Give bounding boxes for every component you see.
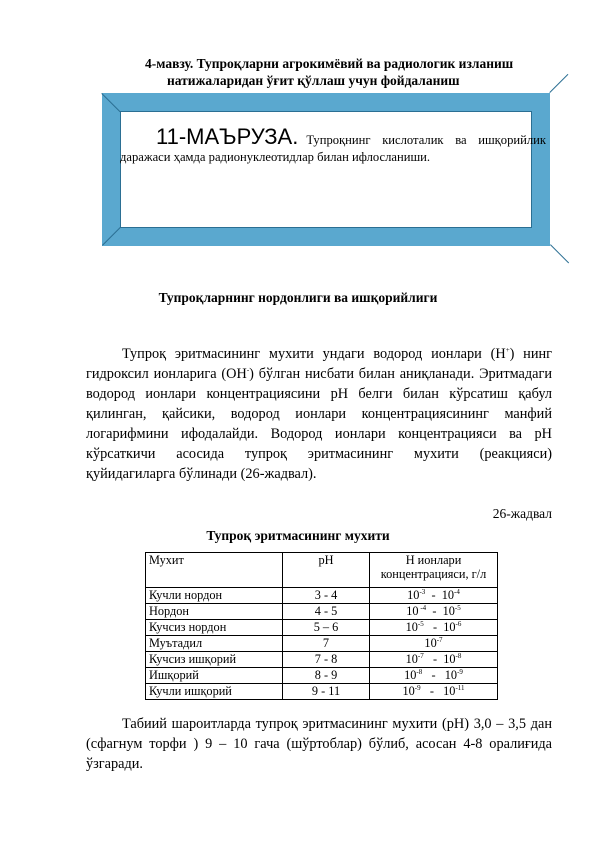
paragraph-text: ) нинг гидроксил ионларига (OH <box>86 346 553 382</box>
cell-ph: 7 <box>283 636 370 652</box>
cell-concentration <box>370 588 498 604</box>
paragraph-intro <box>86 344 552 484</box>
table-row <box>146 588 498 604</box>
table-row <box>146 604 498 620</box>
concentration-base: - 10 <box>423 620 456 634</box>
lecture-number: 11-МАЪРУЗА. <box>156 124 299 149</box>
exponent: -8 <box>416 667 423 676</box>
cell-ph: 3 - 4 <box>283 588 370 604</box>
column-header-medium: Мухит <box>146 553 283 588</box>
cell-ph: 8 - 9 <box>283 668 370 684</box>
section-title: Тупроқларнинг нордонлиги ва ишқорийлиги <box>158 290 438 305</box>
cell-medium: Ишқорий <box>146 668 283 684</box>
ph-table <box>145 552 498 700</box>
paragraph-conclusion: Табиий шароитларда тупроқ эритмасининг мухити (pH) 3,0 – 3,5 дан (сфагнум торфи ) 9 – 10 гача (шўртоблар) бўлиб, асосан 4-8 оралиғида ўзгаради. <box>86 716 552 772</box>
table-row <box>146 652 498 668</box>
concentration-base: - 10 <box>420 684 456 698</box>
frame-corner-line <box>550 244 569 263</box>
exponent: -11 <box>455 683 465 692</box>
exponent: -9 <box>414 683 421 692</box>
exponent: -4 <box>418 603 427 612</box>
lecture-title <box>120 125 546 165</box>
cell-medium: Кучсиз ишқорий <box>146 652 283 668</box>
table-row <box>146 684 498 700</box>
cell-concentration <box>370 684 498 700</box>
cell-ph: 7 - 8 <box>283 652 370 668</box>
table-header-row <box>146 553 498 588</box>
superscript: + <box>505 346 510 355</box>
topic-line-2: натижаларидан ўғит қўллаш учун фойдаланиш <box>167 73 460 88</box>
table-title: Тупроқ эритмасининг мухити <box>206 528 390 543</box>
exponent: -7 <box>436 635 443 644</box>
concentration-base: - 10 <box>422 668 458 682</box>
concentration-base: 10 <box>406 604 419 618</box>
table-row <box>146 668 498 684</box>
concentration-base: 10 <box>402 684 415 698</box>
frame-corner-line <box>102 227 121 246</box>
paragraph-text: Тупроқ эритмасининг мухити ундаги водород ионлари (H <box>122 346 506 362</box>
table-body <box>146 588 498 700</box>
exponent: -4 <box>454 587 460 596</box>
table-row <box>146 636 498 652</box>
exponent: -7 <box>417 651 424 660</box>
cell-concentration <box>370 604 498 620</box>
cell-concentration <box>370 652 498 668</box>
exponent: -8 <box>455 651 462 660</box>
concentration-base: - 10 <box>423 652 456 666</box>
cell-medium: Муътадил <box>146 636 283 652</box>
table-row <box>146 620 498 636</box>
topic-heading <box>100 55 550 89</box>
column-header-concentration: H ионлари концентрацияси, г/л <box>370 553 498 588</box>
exponent: -3 <box>419 587 426 596</box>
cell-ph: 5 – 6 <box>283 620 370 636</box>
exponent: -5 <box>454 603 461 612</box>
exponent: -6 <box>455 619 462 628</box>
cell-ph: 9 - 11 <box>283 684 370 700</box>
cell-concentration <box>370 668 498 684</box>
concentration-base: 10 <box>405 620 418 634</box>
cell-medium: Кучли ишқорий <box>146 684 283 700</box>
paragraph-text: ) бўлган нисбати билан аниқланади. Эритмадаги водород ионлари концентрациясини pH белги билан кўрсатиш қабул қилинган, қайсики, водород ионлари концентрациясининг манфий логарифмини ифодалайди. Водород ионлари концентрацияси ва pH кўрсаткичи асосида тупроқ эритмасининг мухити (реакцияси) қуйидагиларга бўлинади (26-жадвал). <box>86 366 553 482</box>
exponent: -5 <box>417 619 424 628</box>
column-header-ph: pH <box>283 553 370 588</box>
concentration-base: 10 <box>424 636 437 650</box>
superscript: - <box>246 366 250 375</box>
table-number: 26-жадвал <box>492 506 552 521</box>
lecture-frame <box>102 93 550 246</box>
lecture-text: Тупроқнинг кислоталик ва ишқорийлик даражаси ҳамда радионуклеотидлар билан ифлосланиши. <box>120 133 546 164</box>
cell-medium: Нордон <box>146 604 283 620</box>
cell-concentration <box>370 620 498 636</box>
concentration-base: 10 <box>404 668 417 682</box>
concentration-base: 10 <box>407 588 420 602</box>
concentration-base: 10 <box>405 652 418 666</box>
concentration-base: - 10 <box>425 588 454 602</box>
concentration-base: - 10 <box>426 604 455 618</box>
frame-corner-line <box>549 74 568 93</box>
exponent: -9 <box>457 667 463 676</box>
cell-concentration <box>370 636 498 652</box>
topic-line-1: 4-мавзу. Тупроқларни агрокимёвий ва радиологик изланиш <box>145 56 514 71</box>
cell-medium: Кучли нордон <box>146 588 283 604</box>
cell-ph: 4 - 5 <box>283 604 370 620</box>
frame-corner-line <box>101 93 120 112</box>
cell-medium: Кучсиз нордон <box>146 620 283 636</box>
